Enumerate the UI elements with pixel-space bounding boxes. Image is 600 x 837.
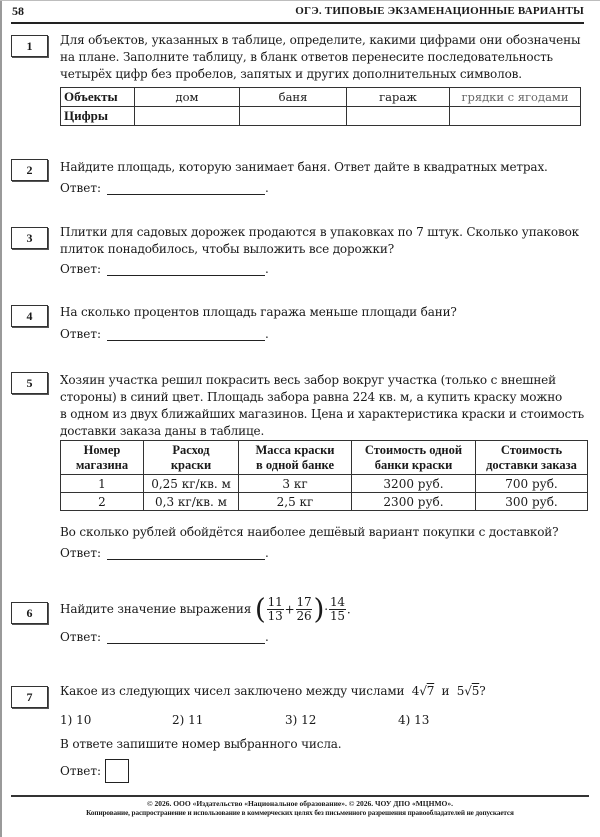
answer-period: . — [265, 327, 269, 341]
footer-license-notice: Копирование, распространение и использование в коммерческих целях без письменного разрешения правообладателей не допускается — [86, 809, 514, 817]
answer-field-4[interactable] — [107, 328, 265, 341]
page-top-edge — [0, 0, 600, 1]
problem-2-text: Найдите площадь, которую занимает баня. Ответ дайте в квадратных метрах. — [60, 160, 548, 174]
bound-5-sqrt-5: 5√5 — [456, 684, 480, 698]
page-number: 58 — [12, 4, 24, 18]
problem-7-text — [60, 683, 586, 700]
problem-5-question: Во сколько рублей обойдётся наиболее дешёвый вариант покупки с доставкой? — [60, 525, 559, 539]
object-cell: грядки с ягодами — [450, 88, 581, 107]
problem-5-line: Хозяин участка решил покрасить весь забор вокруг участка (только с внешней — [60, 373, 556, 387]
answer-label: Ответ: — [60, 764, 102, 778]
answer-row-4 — [60, 327, 269, 341]
fraction-14-15: $\frac{14}{15}$ — [329, 595, 345, 624]
object-cell: дом — [135, 88, 240, 107]
answer-period: . — [265, 262, 269, 276]
plus-sign: + — [284, 602, 295, 617]
open-paren: ( — [254, 592, 266, 626]
cell-can-price: 3200 руб. — [352, 475, 476, 493]
column-header-can-price: Стоимость одной банки краски — [352, 441, 476, 475]
math-expression — [255, 594, 351, 625]
answer-row-3 — [60, 262, 269, 276]
answer-period: . — [265, 630, 269, 644]
footer-divider — [11, 795, 589, 797]
cell-consumption: 0,3 кг/кв. м — [144, 493, 239, 511]
answer-row-5 — [60, 546, 269, 560]
cell-can-price: 2300 руб. — [352, 493, 476, 511]
running-title: ОГЭ. ТИПОВЫЕ ЭКЗАМЕНАЦИОННЫЕ ВАРИАНТЫ — [295, 5, 584, 17]
fraction-17-26: $\frac{17}{26}$ — [296, 595, 312, 624]
row-header-digits: Цифры — [61, 107, 135, 126]
problem-number-box-7: 7 — [11, 686, 48, 708]
problem-1-line: четырёх цифр без пробелов, запятых и других дополнительных символов. — [60, 67, 522, 81]
answer-label: Ответ: — [60, 262, 102, 276]
problem-5-line: стороны) в синий цвет. Площадь забора равна 224 кв. м, а купить краску можно — [60, 390, 563, 404]
answer-box-7[interactable] — [105, 759, 129, 783]
problem-4-text: На сколько процентов площадь гаража меньше площади бани? — [60, 305, 457, 319]
option-3: 3) 12 — [285, 713, 317, 727]
option-2: 2) 11 — [172, 713, 204, 727]
option-1: 1) 10 — [60, 713, 92, 727]
page-left-edge — [0, 0, 2, 837]
objects-digits-table — [60, 87, 581, 126]
problem-5-line: в одном из двух ближайших магазинов. Цена и характеристика краски и стоимость — [60, 407, 585, 421]
problem-3-line: Плитки для садовых дорожек продаются в упаковках по 7 штук. Сколько упаковок — [60, 225, 580, 239]
answer-label: Ответ: — [60, 630, 102, 644]
problem-number-box-5: 5 — [11, 372, 48, 394]
object-cell: баня — [240, 88, 347, 107]
problem-number-box-3: 3 — [11, 227, 48, 249]
answer-field-5[interactable] — [107, 547, 265, 560]
answer-field-2[interactable] — [107, 182, 265, 195]
cell-store: 1 — [61, 475, 144, 493]
cell-can-mass: 3 кг — [239, 475, 352, 493]
column-header-can-mass: Масса краски в одной банке — [239, 441, 352, 475]
problem-7-prompt: Какое из следующих чисел заключено между числами — [60, 684, 405, 698]
table-row-objects — [61, 88, 581, 107]
problem-number-box-4: 4 — [11, 305, 48, 327]
problem-6-text — [60, 594, 586, 625]
table-row — [61, 493, 588, 511]
problem-number-box-2: 2 — [11, 159, 48, 181]
digit-input-cell[interactable] — [347, 107, 450, 126]
column-header-delivery: Стоимость доставки заказа — [476, 441, 588, 475]
footer-copyright: © 2026. ООО «Издательство «Национальное образование». © 2026. ЧОУ ДПО «МЦНМО». — [146, 799, 454, 808]
question-mark: ? — [479, 684, 486, 698]
digit-input-cell[interactable] — [240, 107, 347, 126]
object-cell: гараж — [347, 88, 450, 107]
expression-period: . — [346, 602, 351, 617]
conjunction: и — [441, 684, 450, 698]
problem-6-prompt: Найдите значение выражения — [60, 602, 252, 616]
problem-number-box-6: 6 — [11, 602, 48, 624]
close-paren: ) — [313, 592, 325, 626]
table-row — [61, 475, 588, 493]
answer-period: . — [265, 546, 269, 560]
answer-row-2 — [60, 181, 269, 195]
problem-number-box-1: 1 — [11, 35, 48, 57]
answer-row-7 — [60, 759, 129, 783]
answer-label: Ответ: — [60, 327, 102, 341]
table-row-digits — [61, 107, 581, 126]
problem-1-line: Для объектов, указанных в таблице, определите, какими цифрами они обозначены — [60, 33, 581, 47]
row-header-objects: Объекты — [61, 88, 135, 107]
paint-stores-table — [60, 440, 588, 511]
problem-3-line: плиток понадобилось, чтобы выложить все дорожки? — [60, 242, 394, 256]
bound-4-sqrt-7: 4√7 — [411, 684, 435, 698]
fraction-11-13: $\frac{11}{13}$ — [267, 595, 283, 624]
cell-delivery: 300 руб. — [476, 493, 588, 511]
answer-row-6 — [60, 630, 269, 644]
multiply-dot: · — [324, 602, 328, 617]
answer-label: Ответ: — [60, 181, 102, 195]
problem-5-line: доставки заказа даны в таблице. — [60, 424, 265, 438]
answer-field-6[interactable] — [107, 631, 265, 644]
problem-5-text — [60, 372, 586, 440]
answer-field-3[interactable] — [107, 263, 265, 276]
column-header-store: Номер магазина — [61, 441, 144, 475]
answer-label: Ответ: — [60, 546, 102, 560]
problem-3-text — [60, 224, 586, 258]
cell-delivery: 700 руб. — [476, 475, 588, 493]
table-header-row — [61, 441, 588, 475]
digit-input-cell[interactable] — [450, 107, 581, 126]
cell-consumption: 0,25 кг/кв. м — [144, 475, 239, 493]
problem-1-text — [60, 32, 586, 83]
cell-store: 2 — [61, 493, 144, 511]
answer-period: . — [265, 181, 269, 195]
cell-can-mass: 2,5 кг — [239, 493, 352, 511]
option-4: 4) 13 — [398, 713, 430, 727]
digit-input-cell[interactable] — [135, 107, 240, 126]
problem-1-line: на плане. Заполните таблицу, в бланк ответов перенесите последовательность — [60, 50, 553, 64]
header-divider — [11, 22, 584, 24]
problem-7-instruction: В ответе запишите номер выбранного числа. — [60, 737, 342, 751]
column-header-consumption: Расход краски — [144, 441, 239, 475]
